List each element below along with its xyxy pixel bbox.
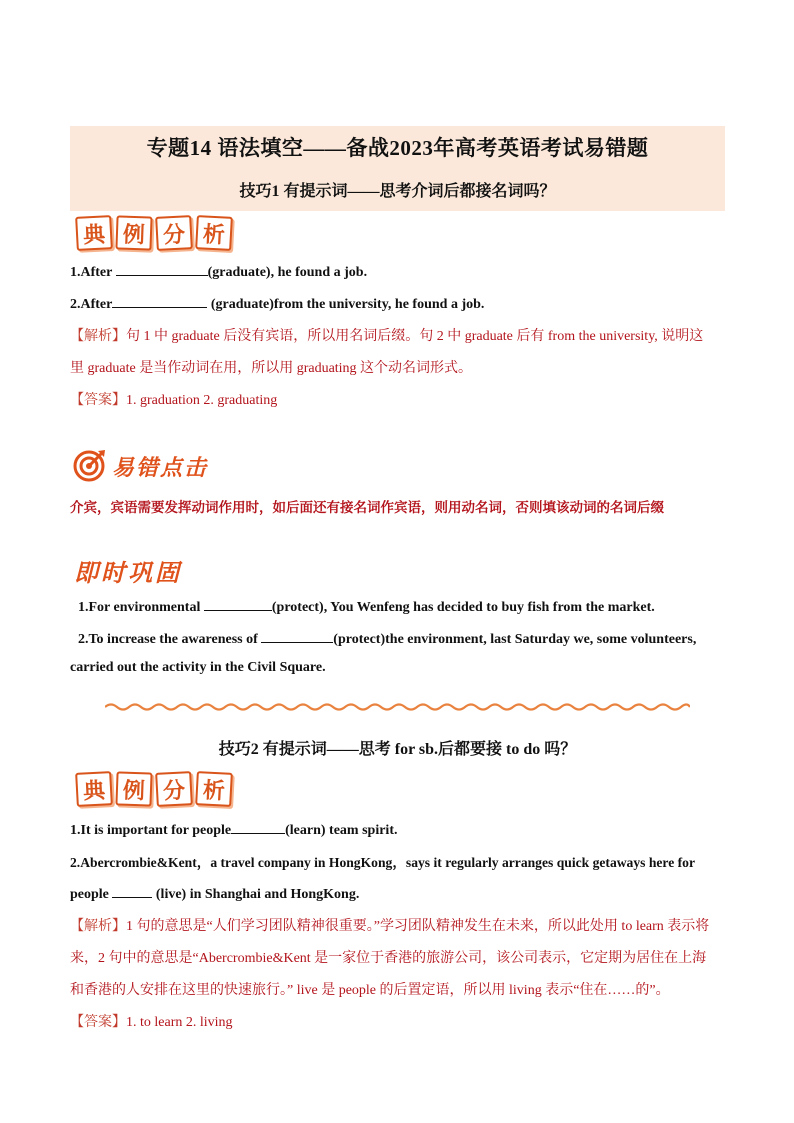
s1-analysis-line-2: 里 graduate 是当作动词在用，所以用 graduating 这个动名词形式。 [70,361,473,376]
answer-blank[interactable] [261,628,333,643]
s2-analysis-line-1: 【解析】1 句的意思是“人们学习团队精神很重要。”学习团队精神发生在未来，所以此处用 to learn 表示将 [70,919,710,934]
s1-question-2: 2.After (graduate)from the university, he found a job. [70,293,484,313]
s2-question-1: 1.It is important for people (learn) team spirit. [70,819,397,839]
s1-answer: 【答案】1. graduation 2. graduating [70,393,278,408]
hot-spot-header [72,449,208,483]
page-title: 专题14 语法填空——备战2023年高考英语考试易错题 [146,136,649,160]
s2-analysis-line-3: 和香港的人安排在这里的快速旅行。” live 是 people 的后置定语，所以用 living 表示“住在……的”。 [70,983,670,998]
answer-blank[interactable] [112,293,207,308]
s2-analysis-line-2: 来，2 句中的意思是“Abercrombie&Kent 是一家位于香港的旅游公司，该公司表示，它定期为居住在上海 [70,951,707,966]
badge-tile: 析 [195,215,233,251]
answer-blank[interactable] [204,596,272,611]
target-icon [72,449,106,483]
s1-question-1: 1.After (graduate), he found a job. [70,261,367,281]
badge-tile: 分 [155,771,193,807]
badge-tile: 分 [155,215,193,251]
section2-heading: 技巧2 有提示词——思考 for sb.后都要接 to do 吗？ [218,741,577,758]
hot-spot-text: 介宾，宾语需要发挥动词作用时，如后面还有接名词作宾语，则用动名词，否则填该动词的名词后缀 [70,500,664,515]
example-analysis-badge [76,216,232,248]
wave-divider [105,700,690,714]
c-question-1: 1.For environmental (protect), You Wenfeng has decided to buy fish from the market. [78,596,655,616]
c-question-2: 2.To increase the awareness of (protect)the environment, last Saturday we, some volunteers, [78,628,696,648]
badge-tile: 例 [115,771,152,806]
badge-tile: 典 [75,215,113,251]
s2-question-2: 2.Abercrombie&Kent，a travel company in HongKong，says it regularly arranges quick getaways here for [70,855,696,870]
section1-heading: 技巧1 有提示词——思考介词后都接名词吗？ [239,183,556,200]
consolidate-title: 即时巩固 [74,559,182,587]
badge-tile: 例 [115,215,152,250]
hot-spot-title: 易错点击 [112,455,209,481]
example-analysis-badge [76,772,232,804]
answer-blank[interactable] [116,261,208,276]
s2-question-2-cont: people (live) in Shanghai and HongKong. [70,883,359,903]
badge-tile: 析 [195,771,233,807]
answer-blank[interactable] [231,819,285,834]
s1-analysis-line-1: 【解析】句 1 中 graduate 后没有宾语，所以用名词后缀。句 2 中 graduate 后有 from the university, 说明这 [70,329,704,344]
c-question-2-cont: carried out the activity in the Civil Square. [70,660,326,675]
badge-tile: 典 [75,771,113,807]
s2-answer: 【答案】1. to learn 2. living [70,1015,233,1030]
answer-blank[interactable] [112,883,152,898]
